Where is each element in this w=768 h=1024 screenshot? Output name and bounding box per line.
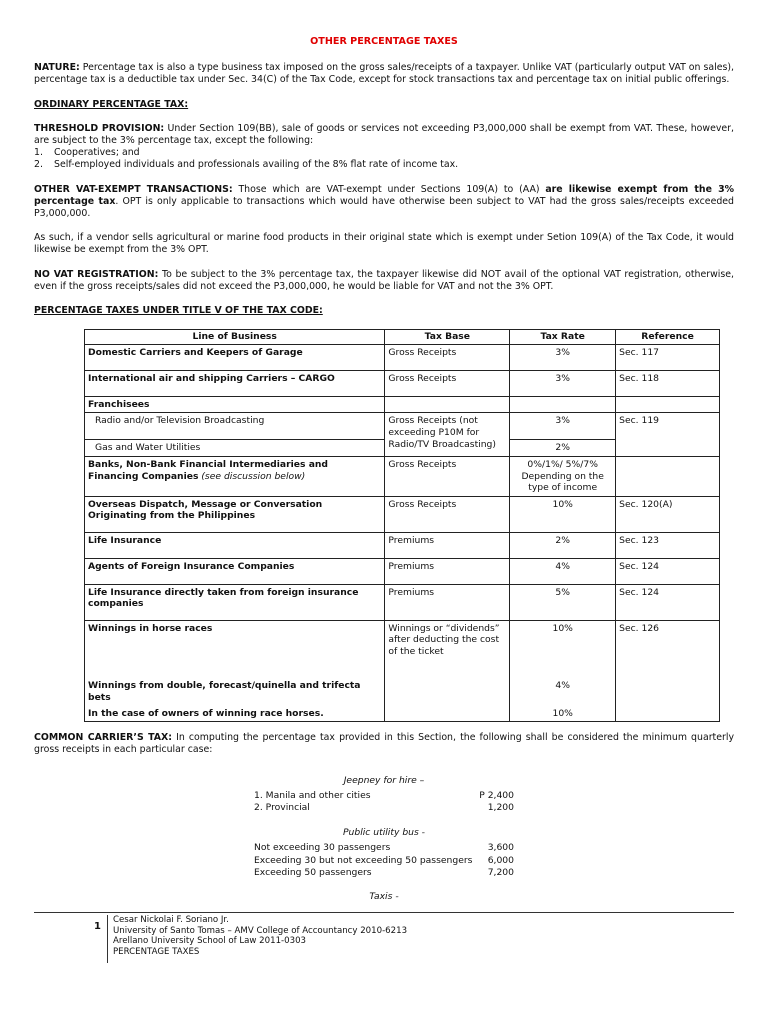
- common-carrier-paragraph: [34, 732, 734, 756]
- table-row: [85, 344, 720, 370]
- tax-rate: 0%/1%/ 5%/7% Depending on the type of income: [510, 457, 616, 497]
- list-item: [34, 159, 734, 171]
- title-v-heading: PERCENTAGE TAXES UNDER TITLE V OF THE TAX CODE:: [34, 305, 323, 317]
- ordinary-heading: ORDINARY PERCENTAGE TAX:: [34, 98, 189, 110]
- line-of-business-text: Banks, Non-Bank Financial Intermediaries and Financing Companies: [88, 459, 329, 482]
- list-number: 1.: [34, 147, 43, 159]
- no-vat-label: NO VAT REGISTRATION:: [34, 268, 159, 280]
- tax-base: Gross Receipts (not exceeding P10M for Radio/TV Broadcasting): [385, 413, 510, 457]
- other-vat-label: OTHER VAT-EXEMPT TRANSACTIONS:: [34, 183, 233, 195]
- table-row: [85, 396, 720, 413]
- bus-caption: Public utility bus -: [343, 826, 425, 838]
- common-carrier-label: COMMON CARRIER’S TAX:: [34, 732, 172, 744]
- tax-base: Premiums: [385, 532, 510, 558]
- line-of-business: Overseas Dispatch, Message or Conversation Originating from the Philippines: [85, 496, 385, 532]
- reference: [616, 706, 720, 722]
- schedule-value: 6,000: [487, 854, 514, 866]
- tax-base: Gross Receipts: [385, 457, 510, 497]
- reference: Sec. 126: [616, 620, 720, 678]
- column-header: Line of Business: [85, 330, 385, 345]
- schedule-value: 3,600: [487, 842, 514, 854]
- schedule-label: 1. Manila and other cities: [254, 789, 371, 801]
- line-of-business: Gas and Water Utilities: [85, 440, 385, 457]
- no-vat-text: To be subject to the 3% percentage tax, the taxpayer likewise did NOT avail of the optional VAT registration, otherwise, even if the gross receipts/sales did not exceed the P3,000,000, he would be liable for VAT and not the 3% OPT.: [34, 268, 735, 292]
- column-header: Tax Rate: [510, 330, 616, 345]
- table-row: [85, 457, 720, 497]
- footer-author-block: [107, 915, 407, 963]
- tax-rate: 3%: [510, 370, 616, 396]
- common-carrier-text: In computing the percentage tax provided in this Section, the following shall be considered the minimum quarterly gross receipts in each particular case:: [34, 732, 734, 756]
- minimum-receipts-schedule: [254, 775, 514, 904]
- as-such-paragraph: As such, if a vendor sells agricultural or marine food products in their original state which is exempt under Setion 109(A) of the Tax Code, it would likewise be exempt from the 3% OPT.: [34, 232, 734, 256]
- reference: [616, 457, 720, 497]
- table-row: [85, 496, 720, 532]
- column-header: Tax Base: [385, 330, 510, 345]
- tax-base: Premiums: [385, 558, 510, 584]
- reference: Sec. 120(A): [616, 496, 720, 532]
- tax-rate: 4%: [510, 558, 616, 584]
- reference: Sec. 118: [616, 370, 720, 396]
- nature-label: NATURE:: [34, 62, 80, 74]
- footer-line: University of Santo Tomas – AMV College of Accountancy 2010-6213: [113, 925, 408, 936]
- footer-line: Cesar Nickolai F. Soriano Jr.: [113, 915, 229, 925]
- table-row: [85, 413, 720, 440]
- line-of-business: Life Insurance: [85, 532, 385, 558]
- tax-rate: 2%: [510, 440, 616, 457]
- table-header-row: [85, 330, 720, 345]
- schedule-value: 7,200: [487, 866, 514, 878]
- footer-line: Arellano University School of Law 2011-0303: [113, 936, 307, 947]
- nature-text: Percentage tax is also a type business tax imposed on the gross sales/receipts of a taxpayer. Unlike VAT (particularly output VAT on sales), percentage tax is a deductible tax under Sec. 34(C) of the Tax Code, except for stock transactions tax and percentage tax on initial public offerings.: [34, 62, 734, 86]
- jeepney-caption: Jeepney for hire –: [343, 774, 425, 786]
- reference: [616, 396, 720, 413]
- threshold-list: [34, 147, 734, 171]
- document-page: [34, 36, 734, 907]
- percentage-tax-table: [84, 329, 720, 722]
- schedule-label: 2. Provincial: [254, 802, 310, 814]
- schedule-label: Not exceeding 30 passengers: [254, 842, 391, 854]
- no-vat-paragraph: [34, 269, 734, 293]
- table-row: [85, 532, 720, 558]
- tax-base: Gross Receipts: [385, 496, 510, 532]
- schedule-value: P 2,400: [479, 789, 514, 801]
- reference: [616, 678, 720, 705]
- reference: Sec. 117: [616, 344, 720, 370]
- tax-base: Gross Receipts: [385, 370, 510, 396]
- tax-rate: 3%: [510, 344, 616, 370]
- list-item: [34, 147, 734, 159]
- line-of-business: Franchisees: [85, 396, 385, 413]
- line-of-business: Life Insurance directly taken from foreign insurance companies: [85, 584, 385, 620]
- nature-paragraph: [34, 62, 734, 86]
- tax-base: [385, 706, 510, 722]
- schedule-row: [254, 855, 514, 867]
- taxis-caption: Taxis -: [369, 891, 399, 903]
- table-row: [85, 706, 720, 722]
- line-of-business: Winnings from double, forecast/quinella and trifecta bets: [85, 678, 385, 705]
- list-text: Cooperatives; and: [54, 147, 140, 159]
- schedule-label: Exceeding 30 but not exceeding 50 passengers: [254, 854, 473, 866]
- schedule-row: [254, 867, 514, 879]
- other-vat-bold: are likewise exempt from the 3% percentage tax: [34, 183, 734, 207]
- threshold-paragraph: [34, 123, 734, 147]
- tax-base: [385, 678, 510, 705]
- line-of-business: Domestic Carriers and Keepers of Garage: [85, 344, 385, 370]
- tax-base: [385, 396, 510, 413]
- schedule-row: [254, 802, 514, 814]
- reference: Sec. 119: [616, 413, 720, 457]
- table-row: [85, 558, 720, 584]
- reference: Sec. 124: [616, 584, 720, 620]
- tax-rate: 10%: [510, 620, 616, 678]
- other-vat-paragraph: [34, 184, 734, 221]
- table-row: [85, 620, 720, 678]
- schedule-value: 1,200: [487, 802, 514, 814]
- threshold-text: Under Section 109(BB), sale of goods or services not exceeding P3,000,000 shall be exempt from VAT. These, however, are subject to the 3% percentage tax, except the following:: [34, 122, 734, 147]
- tax-rate: 10%: [510, 706, 616, 722]
- column-header: Reference: [616, 330, 720, 345]
- tax-rate: 4%: [510, 678, 616, 705]
- footer-line: PERCENTAGE TAXES: [113, 946, 200, 957]
- page-footer: [34, 912, 734, 957]
- table-row: [85, 584, 720, 620]
- schedule-label: Exceeding 50 passengers: [254, 866, 372, 878]
- tax-base: Gross Receipts: [385, 344, 510, 370]
- schedule-row: [254, 842, 514, 854]
- line-of-business: [85, 457, 385, 497]
- list-text: Self-employed individuals and professionals availing of the 8% flat rate of income tax.: [54, 159, 459, 171]
- see-discussion-note: (see discussion below): [201, 470, 306, 482]
- line-of-business: In the case of owners of winning race horses.: [85, 706, 385, 722]
- reference: Sec. 124: [616, 558, 720, 584]
- tax-base: Premiums: [385, 584, 510, 620]
- table-row: [85, 370, 720, 396]
- line-of-business: Radio and/or Television Broadcasting: [85, 413, 385, 440]
- tax-base: Winnings or “dividends” after deducting the cost of the ticket: [385, 620, 510, 678]
- page-number: 1: [94, 921, 101, 932]
- line-of-business: Agents of Foreign Insurance Companies: [85, 558, 385, 584]
- tax-rate: 2%: [510, 532, 616, 558]
- tax-rate: [510, 396, 616, 413]
- threshold-label: THRESHOLD PROVISION:: [34, 122, 165, 134]
- line-of-business: Winnings in horse races: [85, 620, 385, 678]
- tax-rate: 5%: [510, 584, 616, 620]
- list-number: 2.: [34, 159, 43, 171]
- tax-rate: 10%: [510, 496, 616, 532]
- schedule-row: [254, 790, 514, 802]
- page-title: OTHER PERCENTAGE TAXES: [310, 36, 458, 47]
- table-row: [85, 678, 720, 705]
- other-vat-text-2: . OPT is only applicable to transactions which would have otherwise been subject to VAT had the gross sales/receipts exceeded P3,000,000.: [34, 195, 735, 220]
- tax-rate: 3%: [510, 413, 616, 440]
- line-of-business: International air and shipping Carriers – CARGO: [85, 370, 385, 396]
- other-vat-text: Those which are VAT-exempt under Sections 109(A) to (AA): [232, 183, 546, 195]
- reference: Sec. 123: [616, 532, 720, 558]
